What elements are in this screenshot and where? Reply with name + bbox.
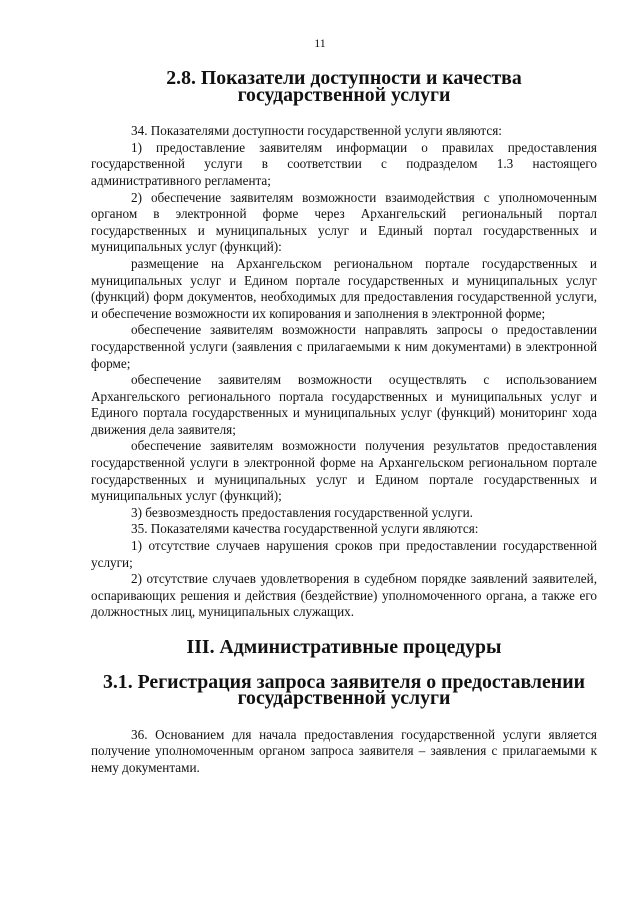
paragraph: 36. Основанием для начала предоставления государственной услуги является получение уполномоченным органом запроса заявителя – заявления с прилагаемыми к нему документами. xyxy=(91,726,597,775)
page-content xyxy=(91,67,597,777)
paragraph: 34. Показателями доступности государственной услуги являются: xyxy=(131,123,502,139)
spacer xyxy=(91,103,597,123)
section-heading-line: 2.8. Показатели доступности и качества xyxy=(166,67,522,89)
paragraph: обеспечение заявителям возможности осуществлять с использованием Архангельского регионального портала государственных и муниципальных услуг и Единого портала государственных и муниципальных услуг (функций) мониторинг хода движения дела заявителя; xyxy=(91,372,597,437)
paragraph: 35. Показателями качества государственной услуги являются: xyxy=(131,521,479,537)
paragraph: 1) отсутствие случаев нарушения сроков при предоставлении государственной услуги; xyxy=(91,538,597,570)
paragraph: 3) безвозмездность предоставления государственной услуги. xyxy=(131,504,473,520)
section-heading-line: государственной услуги xyxy=(237,687,451,710)
paragraph: обеспечение заявителям возможности направлять запросы о предоставлении государственной услуги (заявления с прилагаемыми к ним документами) в электронной форме; xyxy=(91,322,597,371)
paragraph: 1) предоставление заявителям информации о правилах предоставления государственной услуги в соответствии с подразделом 1.3 настоящего административного регламента; xyxy=(91,139,597,188)
section-heading-3-1 xyxy=(91,670,597,710)
page-number: 11 xyxy=(314,36,326,50)
section-heading-2-8 xyxy=(91,67,597,106)
paragraph: размещение на Архангельском региональном портале государственных и муниципальных услуг и Едином портале государственных и муниципальных услуг (функций) форм документов, необходимых для предоставления государственной услуги, и обеспечение возможности их копирования и заполнения в электронной форме; xyxy=(91,255,597,321)
spacer xyxy=(91,707,597,727)
paragraph: обеспечение заявителям возможности получения результатов предоставления государственной услуги в электронной форме на Архангельском региональном портале государственных и муниципальных услуг и Едином портале государственных и муниципальных услуг (функций); xyxy=(91,438,597,504)
section-heading-III: III. Административные процедуры xyxy=(186,636,502,658)
section-heading-line: государственной услуги xyxy=(237,83,451,106)
paragraph: 2) обеспечение заявителям возможности взаимодействия с уполномоченным органом в электронной форме через Архангельский региональный портал государственных и муниципальных услуг и Единый портал государственных и муниципальных услуг (функций): xyxy=(91,189,597,255)
paragraph-group-2-8 xyxy=(91,123,597,621)
section-heading-line: 3.1. Регистрация запроса заявителя о предоставлении xyxy=(102,670,586,693)
paragraph-group-3-1 xyxy=(91,727,597,777)
paragraph: 2) отсутствие случаев удовлетворения в судебном порядке заявлений заявителей, оспаривающих решения и действия (бездействие) уполномоченного органа, а также его должностных лиц, муниципальных служащих. xyxy=(91,571,597,620)
